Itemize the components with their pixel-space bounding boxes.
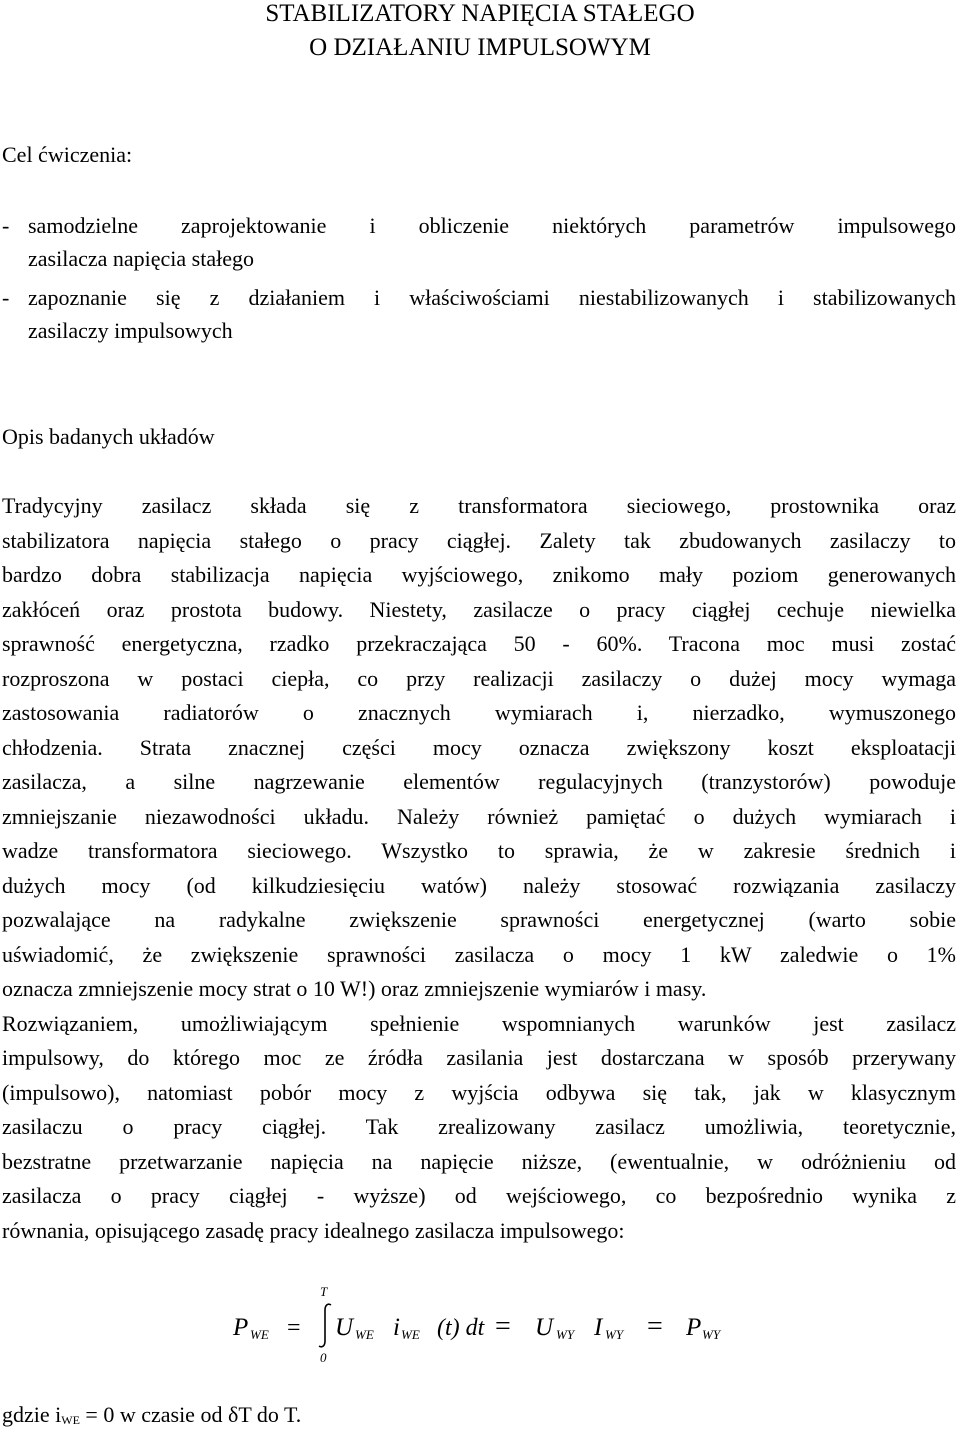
equals-sign-3: = [647, 1311, 663, 1342]
goal-text-line: zasilacza napięcia stałego [28, 246, 254, 271]
p-we-subscript: WE [250, 1327, 269, 1342]
p-we-symbol: P [233, 1314, 249, 1341]
paragraph-line: sprawność energetyczna, rzadko przekraczająca 50 - 60%. Tracona moc musi zostać [2, 631, 956, 656]
goal-text-line: zasilaczy impulsowych [28, 318, 233, 343]
goal-text-line: zapoznanie się z działaniem i właściwościami niestabilizowanych i stabilizowanych [28, 285, 956, 310]
paragraph-line: zasilacza o pracy ciągłej - wyższe) od wejściowego, co bezpośrednio wynika z [2, 1183, 956, 1208]
paragraph-line: zastosowania radiatorów o znacznych wymiarach i, nierzadko, wymuszonego [2, 700, 956, 725]
paragraph-line: zmniejszanie niezawodności układu. Należy również pamiętać o dużych wymiarach i [2, 803, 956, 829]
integral-lower-limit: 0 [320, 1350, 327, 1363]
u-we-symbol: U [335, 1314, 354, 1341]
paragraph-line: zakłóceń oraz prostota budowy. Niestety, zasilacze o pracy ciągłej cechuje niewielka [2, 596, 956, 622]
i-wy-subscript: WY [605, 1327, 624, 1342]
document-title-line-2: O DZIAŁANIU IMPULSOWYM [309, 34, 651, 61]
footnote-subscript: WE [61, 1413, 80, 1427]
equals-sign-2: = [495, 1311, 511, 1342]
power-balance-equation [0, 1283, 960, 1363]
footnote-prefix: gdzie i [2, 1402, 62, 1427]
description-heading: Opis badanych układów [2, 424, 215, 449]
paragraph-line: zasilacza, a silne nagrzewanie elementów regulacyjnych (tranzystorów) powoduje [2, 769, 956, 794]
u-we-subscript: WE [355, 1327, 374, 1342]
goal-dash: - [2, 213, 10, 238]
goal-text [28, 209, 956, 275]
paragraph-line: chłodzenia. Strata znacznej części mocy oznacza zwiększony koszt eksploatacji [2, 734, 956, 760]
goal-dash: - [2, 285, 10, 310]
integral-sign [319, 1304, 331, 1347]
paragraph-line: równania, opisującego zasadę pracy idealnego zasilacza impulsowego: [2, 1217, 625, 1243]
goal-text-line: samodzielne zaprojektowanie i obliczenie niektórych parametrów impulsowego [28, 213, 956, 238]
i-wy-symbol: I [594, 1314, 603, 1341]
paragraph-line: rozproszona w postaci ciepła, co przy realizacji zasilaczy o dużej mocy wymaga [2, 665, 956, 691]
footnote-suffix: = 0 w czasie od δT do T. [79, 1402, 302, 1427]
paragraph-line: stabilizatora napięcia stałego o pracy ciągłej. Zalety tak zbudowanych zasilaczy to [2, 527, 956, 553]
i-we-subscript: WE [401, 1327, 420, 1342]
paragraph-line: bezstratne przetwarzanie napięcia na napięcie niższe, (ewentualnie, w odróżnieniu od [2, 1148, 956, 1174]
paragraph-line: Tradycyjny zasilacz składa się z transformatora sieciowego, prostownika oraz [2, 493, 956, 518]
time-differential: (t) dt [437, 1315, 485, 1341]
paragraph-line: dużych mocy (od kilkudziesięciu watów) należy stosować rozwiązania zasilaczy [2, 872, 956, 898]
paragraph-line: wadze transformatora sieciowego. Wszystko to sprawia, że w zakresie średnich i [2, 838, 956, 863]
p-wy-subscript: WY [702, 1327, 721, 1342]
u-wy-symbol: U [535, 1314, 554, 1341]
i-we-symbol: i [393, 1314, 400, 1341]
document-title-line-1: STABILIZATORY NAPIĘCIA STAŁEGO [265, 0, 695, 27]
equals-sign-1: = [287, 1315, 301, 1341]
paragraph-line: bardzo dobra stabilizacja napięcia wyjściowego, znikomo mały poziom generowanych [2, 562, 956, 587]
paragraph-line: (impulsowo), natomiast pobór mocy z wyjścia odbywa się tak, jak w klasycznym [2, 1079, 956, 1105]
paragraph-line: pozwalające na radykalne zwiększenie sprawności energetycznej (warto sobie [2, 907, 956, 932]
paragraph-line: oznacza zmniejszenie mocy strat o 10 W!) oraz zmniejszenie wymiarów i masy. [2, 976, 707, 1001]
paragraph-line: zasilaczu o pracy ciągłej. Tak zrealizowany zasilacz umożliwia, teoretycznie, [2, 1114, 956, 1139]
goal-text [28, 281, 956, 347]
footnote-line [2, 1400, 301, 1435]
p-wy-symbol: P [686, 1314, 702, 1341]
paragraph-line: uświadomić, że zwiększenie sprawności zasilacza o mocy 1 kW zaledwie o 1% [2, 941, 956, 967]
paragraph-line: Rozwiązaniem, umożliwiającym spełnienie wspomnianych warunków jest zasilacz [2, 1010, 956, 1036]
paragraph-line: impulsowy, do którego moc ze źródła zasilania jest dostarczana w sposób przerywany [2, 1045, 956, 1070]
integral-upper-limit: T [320, 1284, 328, 1299]
equation-svg [0, 1283, 960, 1363]
description-paragraph [2, 489, 956, 1248]
goals-heading: Cel ćwiczenia: [2, 142, 133, 167]
u-wy-subscript: WY [556, 1327, 575, 1342]
